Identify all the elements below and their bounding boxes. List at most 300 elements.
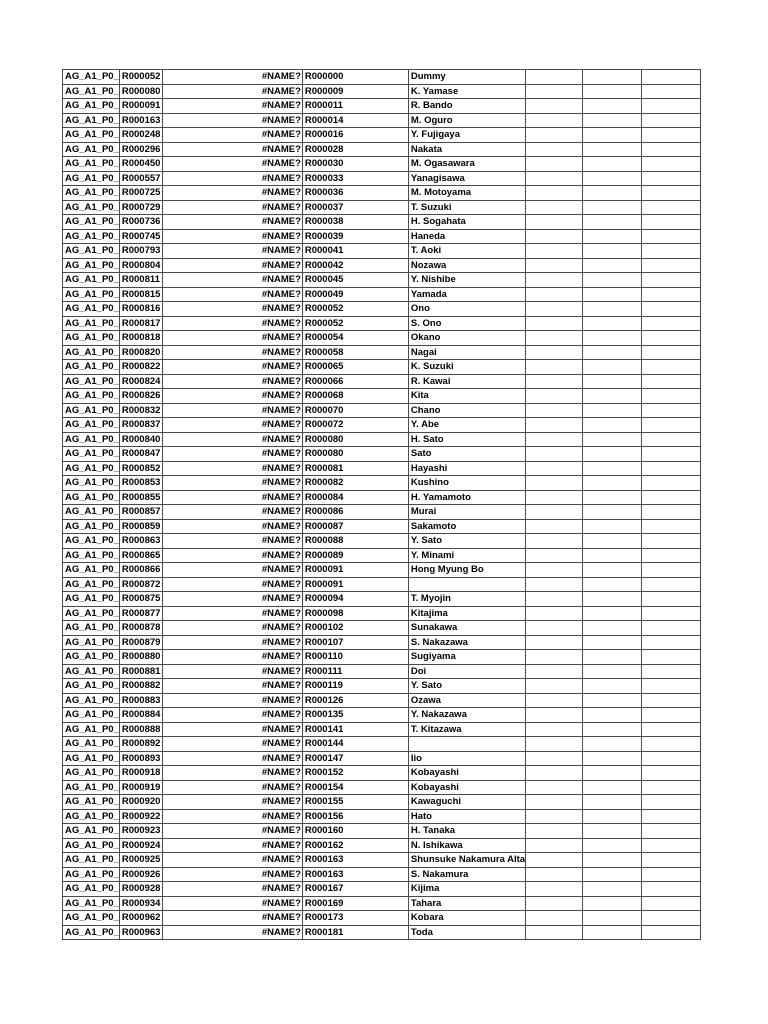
formula-error-cell[interactable]: #NAME?: [162, 360, 302, 375]
record-id-cell[interactable]: R000832: [119, 403, 162, 418]
empty-cell[interactable]: [642, 824, 701, 839]
name-cell[interactable]: Sakamoto: [408, 519, 525, 534]
ref-id-cell[interactable]: R000049: [302, 287, 408, 302]
record-id-cell[interactable]: R000877: [119, 606, 162, 621]
formula-error-cell[interactable]: #NAME?: [162, 795, 302, 810]
record-id-cell[interactable]: R000892: [119, 737, 162, 752]
empty-cell[interactable]: [583, 403, 642, 418]
group-id-cell[interactable]: AG_A1_P0_: [63, 650, 120, 665]
empty-cell[interactable]: [583, 882, 642, 897]
name-cell[interactable]: K. Yamase: [408, 84, 525, 99]
group-id-cell[interactable]: AG_A1_P0_: [63, 896, 120, 911]
name-cell[interactable]: Ozawa: [408, 693, 525, 708]
ref-id-cell[interactable]: R000052: [302, 316, 408, 331]
ref-id-cell[interactable]: R000037: [302, 200, 408, 215]
ref-id-cell[interactable]: R000091: [302, 563, 408, 578]
ref-id-cell[interactable]: R000033: [302, 171, 408, 186]
formula-error-cell[interactable]: #NAME?: [162, 824, 302, 839]
empty-cell[interactable]: [583, 418, 642, 433]
record-id-cell[interactable]: R000866: [119, 563, 162, 578]
ref-id-cell[interactable]: R000014: [302, 113, 408, 128]
name-cell[interactable]: M. Oguro: [408, 113, 525, 128]
empty-cell[interactable]: [642, 911, 701, 926]
group-id-cell[interactable]: AG_A1_P0_: [63, 577, 120, 592]
empty-cell[interactable]: [642, 70, 701, 85]
record-id-cell[interactable]: R000925: [119, 853, 162, 868]
formula-error-cell[interactable]: #NAME?: [162, 650, 302, 665]
empty-cell[interactable]: [642, 258, 701, 273]
empty-cell[interactable]: [526, 215, 583, 230]
group-id-cell[interactable]: AG_A1_P0_: [63, 853, 120, 868]
formula-error-cell[interactable]: #NAME?: [162, 853, 302, 868]
formula-error-cell[interactable]: #NAME?: [162, 113, 302, 128]
empty-cell[interactable]: [642, 490, 701, 505]
record-id-cell[interactable]: R000922: [119, 809, 162, 824]
empty-cell[interactable]: [526, 708, 583, 723]
formula-error-cell[interactable]: #NAME?: [162, 84, 302, 99]
record-id-cell[interactable]: R000824: [119, 374, 162, 389]
empty-cell[interactable]: [583, 867, 642, 882]
empty-cell[interactable]: [642, 867, 701, 882]
ref-id-cell[interactable]: R000102: [302, 621, 408, 636]
ref-id-cell[interactable]: R000084: [302, 490, 408, 505]
empty-cell[interactable]: [526, 896, 583, 911]
group-id-cell[interactable]: AG_A1_P0_: [63, 838, 120, 853]
ref-id-cell[interactable]: R000135: [302, 708, 408, 723]
ref-id-cell[interactable]: R000068: [302, 389, 408, 404]
empty-cell[interactable]: [526, 273, 583, 288]
record-id-cell[interactable]: R000052: [119, 70, 162, 85]
name-cell[interactable]: Kitajima: [408, 606, 525, 621]
formula-error-cell[interactable]: #NAME?: [162, 563, 302, 578]
ref-id-cell[interactable]: R000173: [302, 911, 408, 926]
empty-cell[interactable]: [583, 766, 642, 781]
empty-cell[interactable]: [526, 534, 583, 549]
empty-cell[interactable]: [526, 461, 583, 476]
name-cell[interactable]: H. Yamamoto: [408, 490, 525, 505]
empty-cell[interactable]: [642, 302, 701, 317]
name-cell[interactable]: [408, 737, 525, 752]
record-id-cell[interactable]: R000924: [119, 838, 162, 853]
ref-id-cell[interactable]: R000054: [302, 331, 408, 346]
name-cell[interactable]: Y. Nakazawa: [408, 708, 525, 723]
empty-cell[interactable]: [526, 389, 583, 404]
ref-id-cell[interactable]: R000152: [302, 766, 408, 781]
ref-id-cell[interactable]: R000080: [302, 447, 408, 462]
group-id-cell[interactable]: AG_A1_P0_: [63, 215, 120, 230]
empty-cell[interactable]: [583, 505, 642, 520]
group-id-cell[interactable]: AG_A1_P0_: [63, 795, 120, 810]
group-id-cell[interactable]: AG_A1_P0_: [63, 505, 120, 520]
name-cell[interactable]: Sato: [408, 447, 525, 462]
name-cell[interactable]: Nozawa: [408, 258, 525, 273]
group-id-cell[interactable]: AG_A1_P0_: [63, 258, 120, 273]
name-cell[interactable]: Tahara: [408, 896, 525, 911]
empty-cell[interactable]: [642, 621, 701, 636]
group-id-cell[interactable]: AG_A1_P0_: [63, 389, 120, 404]
empty-cell[interactable]: [642, 215, 701, 230]
record-id-cell[interactable]: R000729: [119, 200, 162, 215]
formula-error-cell[interactable]: #NAME?: [162, 200, 302, 215]
empty-cell[interactable]: [526, 664, 583, 679]
group-id-cell[interactable]: AG_A1_P0_: [63, 70, 120, 85]
empty-cell[interactable]: [642, 679, 701, 694]
record-id-cell[interactable]: R000863: [119, 534, 162, 549]
empty-cell[interactable]: [642, 766, 701, 781]
empty-cell[interactable]: [526, 751, 583, 766]
ref-id-cell[interactable]: R000058: [302, 345, 408, 360]
ref-id-cell[interactable]: R000144: [302, 737, 408, 752]
formula-error-cell[interactable]: #NAME?: [162, 215, 302, 230]
group-id-cell[interactable]: AG_A1_P0_: [63, 490, 120, 505]
name-cell[interactable]: Kushino: [408, 476, 525, 491]
record-id-cell[interactable]: R000811: [119, 273, 162, 288]
group-id-cell[interactable]: AG_A1_P0_: [63, 737, 120, 752]
empty-cell[interactable]: [583, 128, 642, 143]
formula-error-cell[interactable]: #NAME?: [162, 302, 302, 317]
name-cell[interactable]: Y. Fujigaya: [408, 128, 525, 143]
empty-cell[interactable]: [526, 635, 583, 650]
group-id-cell[interactable]: AG_A1_P0_: [63, 708, 120, 723]
name-cell[interactable]: T. Kitazawa: [408, 722, 525, 737]
empty-cell[interactable]: [583, 476, 642, 491]
record-id-cell[interactable]: R000745: [119, 229, 162, 244]
formula-error-cell[interactable]: #NAME?: [162, 331, 302, 346]
record-id-cell[interactable]: R000882: [119, 679, 162, 694]
empty-cell[interactable]: [583, 374, 642, 389]
empty-cell[interactable]: [583, 113, 642, 128]
empty-cell[interactable]: [526, 693, 583, 708]
empty-cell[interactable]: [526, 548, 583, 563]
empty-cell[interactable]: [526, 606, 583, 621]
group-id-cell[interactable]: AG_A1_P0_: [63, 432, 120, 447]
formula-error-cell[interactable]: #NAME?: [162, 418, 302, 433]
empty-cell[interactable]: [526, 258, 583, 273]
empty-cell[interactable]: [583, 592, 642, 607]
name-cell[interactable]: Sugiyama: [408, 650, 525, 665]
ref-id-cell[interactable]: R000082: [302, 476, 408, 491]
name-cell[interactable]: S. Ono: [408, 316, 525, 331]
record-id-cell[interactable]: R000918: [119, 766, 162, 781]
ref-id-cell[interactable]: R000042: [302, 258, 408, 273]
empty-cell[interactable]: [642, 693, 701, 708]
ref-id-cell[interactable]: R000039: [302, 229, 408, 244]
record-id-cell[interactable]: R000859: [119, 519, 162, 534]
name-cell[interactable]: R. Kawai: [408, 374, 525, 389]
record-id-cell[interactable]: R000884: [119, 708, 162, 723]
group-id-cell[interactable]: AG_A1_P0_: [63, 548, 120, 563]
empty-cell[interactable]: [642, 360, 701, 375]
group-id-cell[interactable]: AG_A1_P0_: [63, 418, 120, 433]
formula-error-cell[interactable]: #NAME?: [162, 577, 302, 592]
record-id-cell[interactable]: R000837: [119, 418, 162, 433]
empty-cell[interactable]: [526, 229, 583, 244]
empty-cell[interactable]: [583, 461, 642, 476]
record-id-cell[interactable]: R000920: [119, 795, 162, 810]
name-cell[interactable]: N. Ishikawa: [408, 838, 525, 853]
formula-error-cell[interactable]: #NAME?: [162, 548, 302, 563]
name-cell[interactable]: Kobayashi: [408, 766, 525, 781]
empty-cell[interactable]: [583, 331, 642, 346]
group-id-cell[interactable]: AG_A1_P0_: [63, 534, 120, 549]
record-id-cell[interactable]: R000826: [119, 389, 162, 404]
empty-cell[interactable]: [642, 200, 701, 215]
group-id-cell[interactable]: AG_A1_P0_: [63, 302, 120, 317]
name-cell[interactable]: T. Myojin: [408, 592, 525, 607]
empty-cell[interactable]: [583, 708, 642, 723]
empty-cell[interactable]: [583, 577, 642, 592]
formula-error-cell[interactable]: #NAME?: [162, 432, 302, 447]
empty-cell[interactable]: [642, 99, 701, 114]
name-cell[interactable]: Kobayashi: [408, 780, 525, 795]
empty-cell[interactable]: [642, 84, 701, 99]
group-id-cell[interactable]: AG_A1_P0_: [63, 592, 120, 607]
empty-cell[interactable]: [642, 186, 701, 201]
ref-id-cell[interactable]: R000141: [302, 722, 408, 737]
empty-cell[interactable]: [526, 911, 583, 926]
empty-cell[interactable]: [583, 84, 642, 99]
name-cell[interactable]: Ono: [408, 302, 525, 317]
empty-cell[interactable]: [583, 258, 642, 273]
empty-cell[interactable]: [526, 84, 583, 99]
record-id-cell[interactable]: R000793: [119, 244, 162, 259]
group-id-cell[interactable]: AG_A1_P0_: [63, 142, 120, 157]
ref-id-cell[interactable]: R000181: [302, 925, 408, 940]
ref-id-cell[interactable]: R000087: [302, 519, 408, 534]
group-id-cell[interactable]: AG_A1_P0_: [63, 84, 120, 99]
empty-cell[interactable]: [642, 548, 701, 563]
record-id-cell[interactable]: R000163: [119, 113, 162, 128]
empty-cell[interactable]: [642, 519, 701, 534]
name-cell[interactable]: Iio: [408, 751, 525, 766]
group-id-cell[interactable]: AG_A1_P0_: [63, 766, 120, 781]
ref-id-cell[interactable]: R000163: [302, 867, 408, 882]
formula-error-cell[interactable]: #NAME?: [162, 157, 302, 172]
ref-id-cell[interactable]: R000011: [302, 99, 408, 114]
name-cell[interactable]: Shunsuke Nakamura Alta: [408, 853, 525, 868]
formula-error-cell[interactable]: #NAME?: [162, 882, 302, 897]
formula-error-cell[interactable]: #NAME?: [162, 664, 302, 679]
group-id-cell[interactable]: AG_A1_P0_: [63, 780, 120, 795]
ref-id-cell[interactable]: R000167: [302, 882, 408, 897]
record-id-cell[interactable]: R000923: [119, 824, 162, 839]
group-id-cell[interactable]: AG_A1_P0_: [63, 635, 120, 650]
group-id-cell[interactable]: AG_A1_P0_: [63, 186, 120, 201]
empty-cell[interactable]: [526, 157, 583, 172]
empty-cell[interactable]: [526, 331, 583, 346]
empty-cell[interactable]: [642, 650, 701, 665]
ref-id-cell[interactable]: R000091: [302, 577, 408, 592]
empty-cell[interactable]: [642, 780, 701, 795]
empty-cell[interactable]: [642, 722, 701, 737]
group-id-cell[interactable]: AG_A1_P0_: [63, 563, 120, 578]
name-cell[interactable]: Hayashi: [408, 461, 525, 476]
formula-error-cell[interactable]: #NAME?: [162, 287, 302, 302]
record-id-cell[interactable]: R000822: [119, 360, 162, 375]
name-cell[interactable]: Okano: [408, 331, 525, 346]
empty-cell[interactable]: [526, 476, 583, 491]
formula-error-cell[interactable]: #NAME?: [162, 461, 302, 476]
empty-cell[interactable]: [642, 882, 701, 897]
empty-cell[interactable]: [583, 447, 642, 462]
name-cell[interactable]: Yanagisawa: [408, 171, 525, 186]
empty-cell[interactable]: [583, 171, 642, 186]
record-id-cell[interactable]: R000880: [119, 650, 162, 665]
empty-cell[interactable]: [526, 882, 583, 897]
empty-cell[interactable]: [642, 751, 701, 766]
record-id-cell[interactable]: R000080: [119, 84, 162, 99]
formula-error-cell[interactable]: #NAME?: [162, 708, 302, 723]
name-cell[interactable]: S. Nakazawa: [408, 635, 525, 650]
empty-cell[interactable]: [642, 809, 701, 824]
group-id-cell[interactable]: AG_A1_P0_: [63, 621, 120, 636]
group-id-cell[interactable]: AG_A1_P0_: [63, 229, 120, 244]
empty-cell[interactable]: [526, 592, 583, 607]
empty-cell[interactable]: [526, 621, 583, 636]
empty-cell[interactable]: [642, 461, 701, 476]
name-cell[interactable]: H. Sato: [408, 432, 525, 447]
name-cell[interactable]: Chano: [408, 403, 525, 418]
empty-cell[interactable]: [526, 171, 583, 186]
formula-error-cell[interactable]: #NAME?: [162, 737, 302, 752]
empty-cell[interactable]: [583, 70, 642, 85]
record-id-cell[interactable]: R000853: [119, 476, 162, 491]
ref-id-cell[interactable]: R000036: [302, 186, 408, 201]
empty-cell[interactable]: [583, 925, 642, 940]
formula-error-cell[interactable]: #NAME?: [162, 142, 302, 157]
name-cell[interactable]: H. Sogahata: [408, 215, 525, 230]
name-cell[interactable]: H. Tanaka: [408, 824, 525, 839]
empty-cell[interactable]: [583, 838, 642, 853]
ref-id-cell[interactable]: R000119: [302, 679, 408, 694]
ref-id-cell[interactable]: R000028: [302, 142, 408, 157]
empty-cell[interactable]: [642, 113, 701, 128]
empty-cell[interactable]: [526, 186, 583, 201]
record-id-cell[interactable]: R000934: [119, 896, 162, 911]
formula-error-cell[interactable]: #NAME?: [162, 693, 302, 708]
group-id-cell[interactable]: AG_A1_P0_: [63, 606, 120, 621]
empty-cell[interactable]: [642, 331, 701, 346]
formula-error-cell[interactable]: #NAME?: [162, 925, 302, 940]
group-id-cell[interactable]: AG_A1_P0_: [63, 273, 120, 288]
group-id-cell[interactable]: AG_A1_P0_: [63, 447, 120, 462]
record-id-cell[interactable]: R000963: [119, 925, 162, 940]
group-id-cell[interactable]: AG_A1_P0_: [63, 374, 120, 389]
empty-cell[interactable]: [583, 737, 642, 752]
empty-cell[interactable]: [526, 302, 583, 317]
record-id-cell[interactable]: R000820: [119, 345, 162, 360]
record-id-cell[interactable]: R000855: [119, 490, 162, 505]
group-id-cell[interactable]: AG_A1_P0_: [63, 171, 120, 186]
empty-cell[interactable]: [642, 635, 701, 650]
group-id-cell[interactable]: AG_A1_P0_: [63, 809, 120, 824]
empty-cell[interactable]: [526, 113, 583, 128]
empty-cell[interactable]: [642, 708, 701, 723]
formula-error-cell[interactable]: #NAME?: [162, 592, 302, 607]
empty-cell[interactable]: [526, 505, 583, 520]
ref-id-cell[interactable]: R000081: [302, 461, 408, 476]
empty-cell[interactable]: [583, 824, 642, 839]
name-cell[interactable]: Hato: [408, 809, 525, 824]
name-cell[interactable]: Y. Nishibe: [408, 273, 525, 288]
empty-cell[interactable]: [526, 737, 583, 752]
name-cell[interactable]: K. Suzuki: [408, 360, 525, 375]
empty-cell[interactable]: [526, 679, 583, 694]
group-id-cell[interactable]: AG_A1_P0_: [63, 722, 120, 737]
empty-cell[interactable]: [583, 722, 642, 737]
empty-cell[interactable]: [583, 316, 642, 331]
empty-cell[interactable]: [526, 128, 583, 143]
record-id-cell[interactable]: R000091: [119, 99, 162, 114]
empty-cell[interactable]: [583, 99, 642, 114]
empty-cell[interactable]: [583, 186, 642, 201]
record-id-cell[interactable]: R000883: [119, 693, 162, 708]
empty-cell[interactable]: [583, 389, 642, 404]
record-id-cell[interactable]: R000248: [119, 128, 162, 143]
group-id-cell[interactable]: AG_A1_P0_: [63, 519, 120, 534]
formula-error-cell[interactable]: #NAME?: [162, 635, 302, 650]
formula-error-cell[interactable]: #NAME?: [162, 229, 302, 244]
empty-cell[interactable]: [583, 142, 642, 157]
empty-cell[interactable]: [583, 679, 642, 694]
ref-id-cell[interactable]: R000080: [302, 432, 408, 447]
group-id-cell[interactable]: AG_A1_P0_: [63, 693, 120, 708]
name-cell[interactable]: Nagai: [408, 345, 525, 360]
empty-cell[interactable]: [583, 519, 642, 534]
record-id-cell[interactable]: R000804: [119, 258, 162, 273]
empty-cell[interactable]: [642, 534, 701, 549]
ref-id-cell[interactable]: R000160: [302, 824, 408, 839]
group-id-cell[interactable]: AG_A1_P0_: [63, 461, 120, 476]
group-id-cell[interactable]: AG_A1_P0_: [63, 345, 120, 360]
name-cell[interactable]: Hong Myung Bo: [408, 563, 525, 578]
empty-cell[interactable]: [642, 592, 701, 607]
empty-cell[interactable]: [642, 795, 701, 810]
formula-error-cell[interactable]: #NAME?: [162, 345, 302, 360]
group-id-cell[interactable]: AG_A1_P0_: [63, 244, 120, 259]
empty-cell[interactable]: [526, 925, 583, 940]
formula-error-cell[interactable]: #NAME?: [162, 809, 302, 824]
name-cell[interactable]: [408, 577, 525, 592]
empty-cell[interactable]: [642, 476, 701, 491]
group-id-cell[interactable]: AG_A1_P0_: [63, 200, 120, 215]
record-id-cell[interactable]: R000928: [119, 882, 162, 897]
empty-cell[interactable]: [642, 896, 701, 911]
empty-cell[interactable]: [526, 447, 583, 462]
formula-error-cell[interactable]: #NAME?: [162, 519, 302, 534]
name-cell[interactable]: Sunakawa: [408, 621, 525, 636]
ref-id-cell[interactable]: R000086: [302, 505, 408, 520]
group-id-cell[interactable]: AG_A1_P0_: [63, 867, 120, 882]
formula-error-cell[interactable]: #NAME?: [162, 316, 302, 331]
empty-cell[interactable]: [583, 287, 642, 302]
formula-error-cell[interactable]: #NAME?: [162, 99, 302, 114]
formula-error-cell[interactable]: #NAME?: [162, 171, 302, 186]
formula-error-cell[interactable]: #NAME?: [162, 505, 302, 520]
record-id-cell[interactable]: R000879: [119, 635, 162, 650]
empty-cell[interactable]: [583, 157, 642, 172]
formula-error-cell[interactable]: #NAME?: [162, 273, 302, 288]
empty-cell[interactable]: [583, 795, 642, 810]
formula-error-cell[interactable]: #NAME?: [162, 621, 302, 636]
record-id-cell[interactable]: R000725: [119, 186, 162, 201]
group-id-cell[interactable]: AG_A1_P0_: [63, 751, 120, 766]
empty-cell[interactable]: [583, 345, 642, 360]
ref-id-cell[interactable]: R000162: [302, 838, 408, 853]
empty-cell[interactable]: [526, 563, 583, 578]
record-id-cell[interactable]: R000847: [119, 447, 162, 462]
empty-cell[interactable]: [526, 432, 583, 447]
